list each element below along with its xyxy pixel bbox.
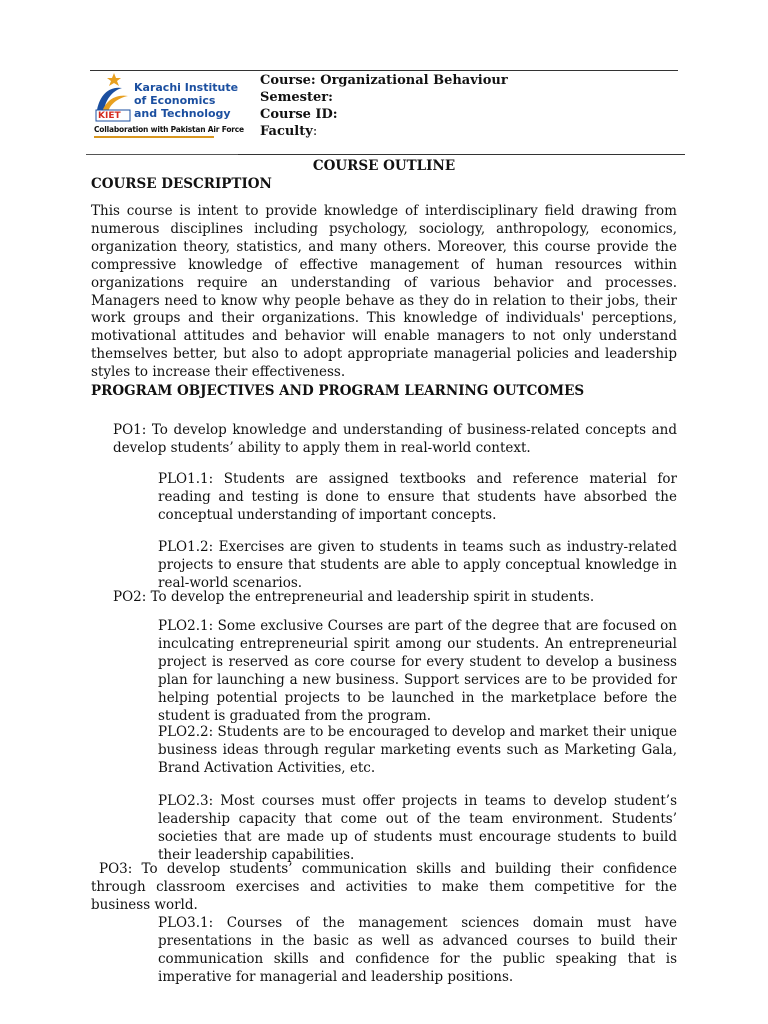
po1-text: PO1: To develop knowledge and understanding of business-related concepts and develop students’ ability to apply them in real-world context.	[113, 422, 677, 456]
logo-line-1: Karachi Institute	[134, 81, 239, 94]
plo1-1-text: PLO1.1: Students are assigned textbooks and reference material for reading and testing is done to ensure that students have absorbed the conceptual understanding of important concepts.	[158, 471, 677, 523]
po2-text: PO2: To develop the entrepreneurial and leadership spirit in students.	[113, 589, 595, 605]
course-id-row	[260, 106, 508, 123]
header-top-rule	[90, 70, 678, 71]
faculty-row	[260, 123, 508, 140]
faculty-colon: :	[312, 124, 318, 139]
course-description-text: This course is intent to provide knowledge of interdisciplinary field drawing from numerous disciplines including psychology, sociology, anthropology, economics, organization theory, statistics, and many others. Moreover, this course provide the compressive knowledge of effective management of human resources within organizations require an understanding of various behavior and processes. Managers need to know why people behave as they do in relation to their jobs, their work groups and their organizations. This knowledge of individuals' perceptions, motivational attitudes and behavior will enable managers to not only understand themselves better, but also to adopt appropriate managerial policies and leadership styles to increase their effectiveness.	[91, 203, 677, 381]
course-description-heading: COURSE DESCRIPTION	[91, 176, 272, 192]
logo-badge: KIET	[98, 111, 121, 121]
logo-line-3: and Technology	[134, 107, 231, 120]
po3-text: PO3: To develop students’ communication skills and building their confidence through classroom exercises and activities to make them competitive for the business world.	[91, 861, 677, 913]
course-meta	[260, 72, 508, 140]
semester-label: Semester:	[260, 90, 333, 105]
course-label: Course:	[260, 73, 316, 88]
plo2-1-text: PLO2.1: Some exclusive Courses are part of the degree that are focused on inculcating entrepreneurial spirit among our students. An entrepreneurial project is reserved as core course for every student to develop a business plan for launching a new business. Support services are to be provided for helping potential projects to be launched in the marketplace before the student is graduated from the program.	[158, 618, 677, 724]
plo3-1-text: PLO3.1: Courses of the management sciences domain must have presentations in the basic as well as advanced courses to build their communication skills and confidence for the public speaking that is imperative for managerial and leadership positions.	[158, 915, 677, 985]
faculty-label: Faculty	[260, 124, 313, 139]
header-bottom-rule-left	[86, 154, 238, 155]
course-id-label: Course ID:	[260, 107, 338, 122]
logo-tagline: Collaboration with Pakistan Air Force	[94, 125, 244, 134]
header-bottom-rule-right	[238, 154, 685, 155]
course-row	[260, 72, 508, 89]
plo2-3-text: PLO2.3: Most courses must offer projects in teams to develop student’s leadership capacity that come out of the team environment. Students’ societies that are made up of students must encourage students to build their leadership capabilities.	[158, 793, 677, 863]
logo-underline	[94, 136, 214, 138]
plo1-2-text: PLO1.2: Exercises are given to students in teams such as industry-related projects to ensure that students are able to apply conceptual knowledge in real-world scenarios.	[158, 539, 677, 591]
semester-row	[260, 89, 508, 106]
page-title: COURSE OUTLINE	[312, 158, 456, 174]
objectives-heading: PROGRAM OBJECTIVES AND PROGRAM LEARNING OUTCOMES	[91, 383, 585, 399]
logo-line-2: of Economics	[134, 94, 216, 107]
kiet-logo	[92, 72, 244, 142]
plo2-2-text: PLO2.2: Students are to be encouraged to develop and market their unique business ideas through regular marketing events such as Marketing Gala, Brand Activation Activities, etc.	[158, 724, 677, 776]
course-value: Organizational Behaviour	[320, 73, 508, 88]
